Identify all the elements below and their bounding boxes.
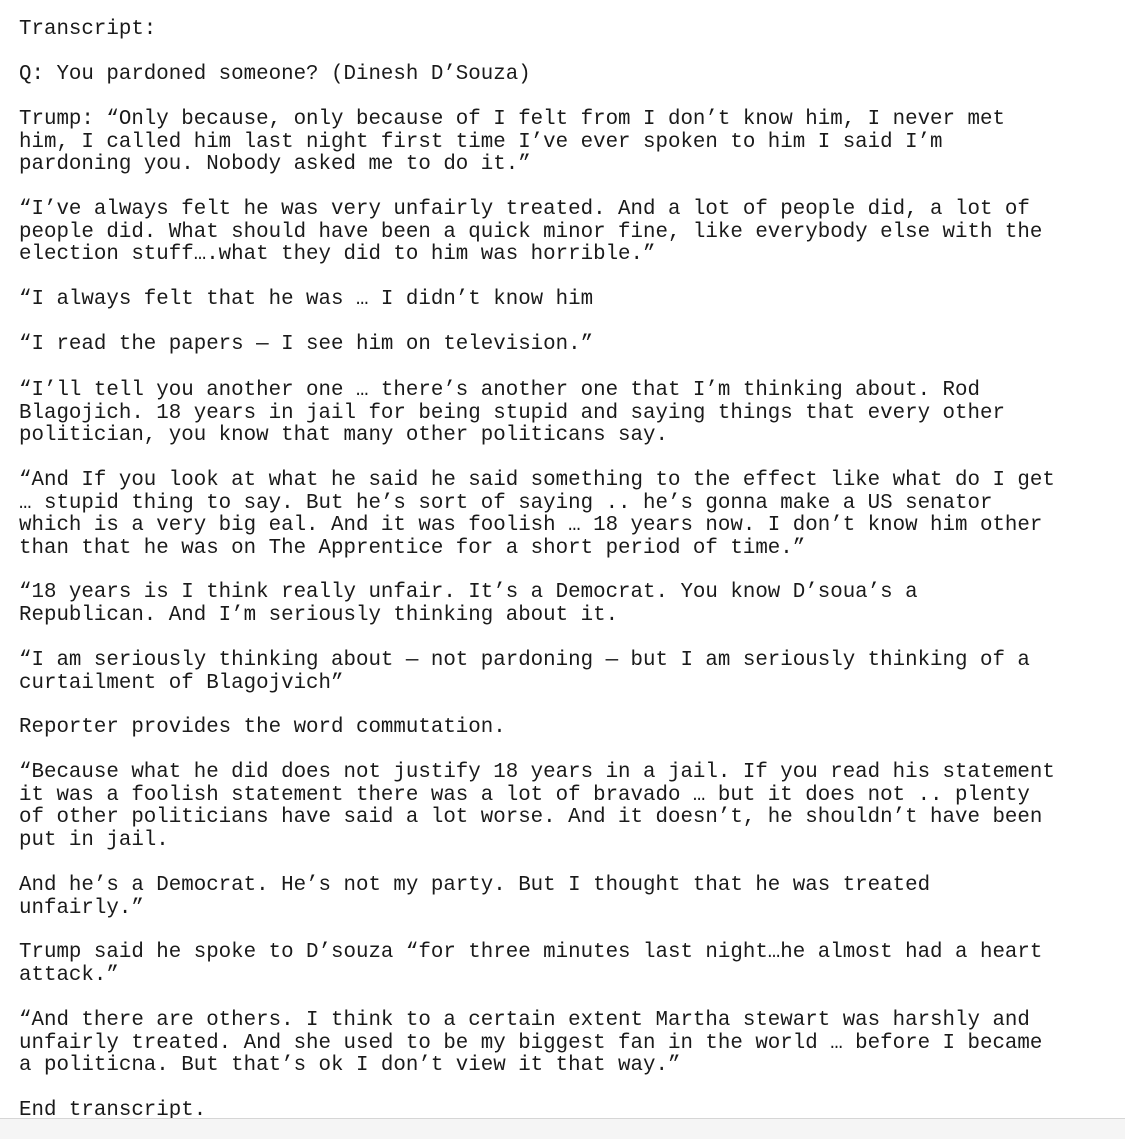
- horizontal-scrollbar[interactable]: [0, 1118, 1125, 1139]
- transcript-paragraph: Reporter provides the word commutation.: [19, 716, 506, 739]
- transcript-paragraph: “18 years is I think really unfair. It’s a Democrat. You know D’soua’s a Republican. And I’m seriously thinking about it.: [19, 581, 918, 627]
- transcript-end: End transcript.: [19, 1099, 207, 1118]
- transcript-paragraph: “I’ll tell you another one … there’s another one that I’m thinking about. Rod Blagojich. 18 years in jail for being stupid and saying things that every other politician, you know that many other politicans say.: [19, 379, 1005, 447]
- transcript-paragraph: “And there are others. I think to a certain extent Martha stewart was harshly and unfairly treated. And she used to be my biggest fan in the world … before I became a politicna. But that’s ok I don’t view it that way.”: [19, 1009, 1043, 1077]
- transcript-question: Q: You pardoned someone? (Dinesh D’Souza): [19, 63, 531, 86]
- transcript-paragraph: “I read the papers — I see him on television.”: [19, 333, 594, 356]
- transcript-paragraph: “And If you look at what he said he said something to the effect like what do I get … stupid thing to say. But he’s sort of saying .. he’s gonna make a US senator which is a very big eal. And it was foolish … 18 years now. I don’t know him other than that he was on The Apprentice for a short period of time.”: [19, 469, 1055, 560]
- transcript-paragraph: “I’ve always felt he was very unfairly treated. And a lot of people did, a lot of people did. What should have been a quick minor fine, like everybody else with the election stuff….what they did to him was horrible.”: [19, 198, 1043, 266]
- transcript-paragraph: And he’s a Democrat. He’s not my party. But I thought that he was treated unfairly.”: [19, 874, 931, 920]
- transcript-paragraph: “I always felt that he was … I didn’t know him: [19, 288, 594, 311]
- transcript-paragraph: “I am seriously thinking about — not pardoning — but I am seriously thinking of a curtailment of Blagojvich”: [19, 649, 1030, 695]
- transcript-paragraph: Trump said he spoke to D’souza “for three minutes last night…he almost had a heart attack.”: [19, 941, 1043, 987]
- transcript-paragraph: “Because what he did does not justify 18 years in a jail. If you read his statement it was a foolish statement there was a lot of bravado … but it does not .. plenty of other politicians have said a lot worse. And it doesn’t, he shouldn’t have been put in jail.: [19, 761, 1055, 852]
- transcript-heading: Transcript:: [19, 18, 157, 41]
- transcript-paragraph: Trump: “Only because, only because of I felt from I don’t know him, I never met him, I called him last night first time I’ve ever spoken to him I said I’m pardoning you. Nobody asked me to do it.”: [19, 108, 1005, 176]
